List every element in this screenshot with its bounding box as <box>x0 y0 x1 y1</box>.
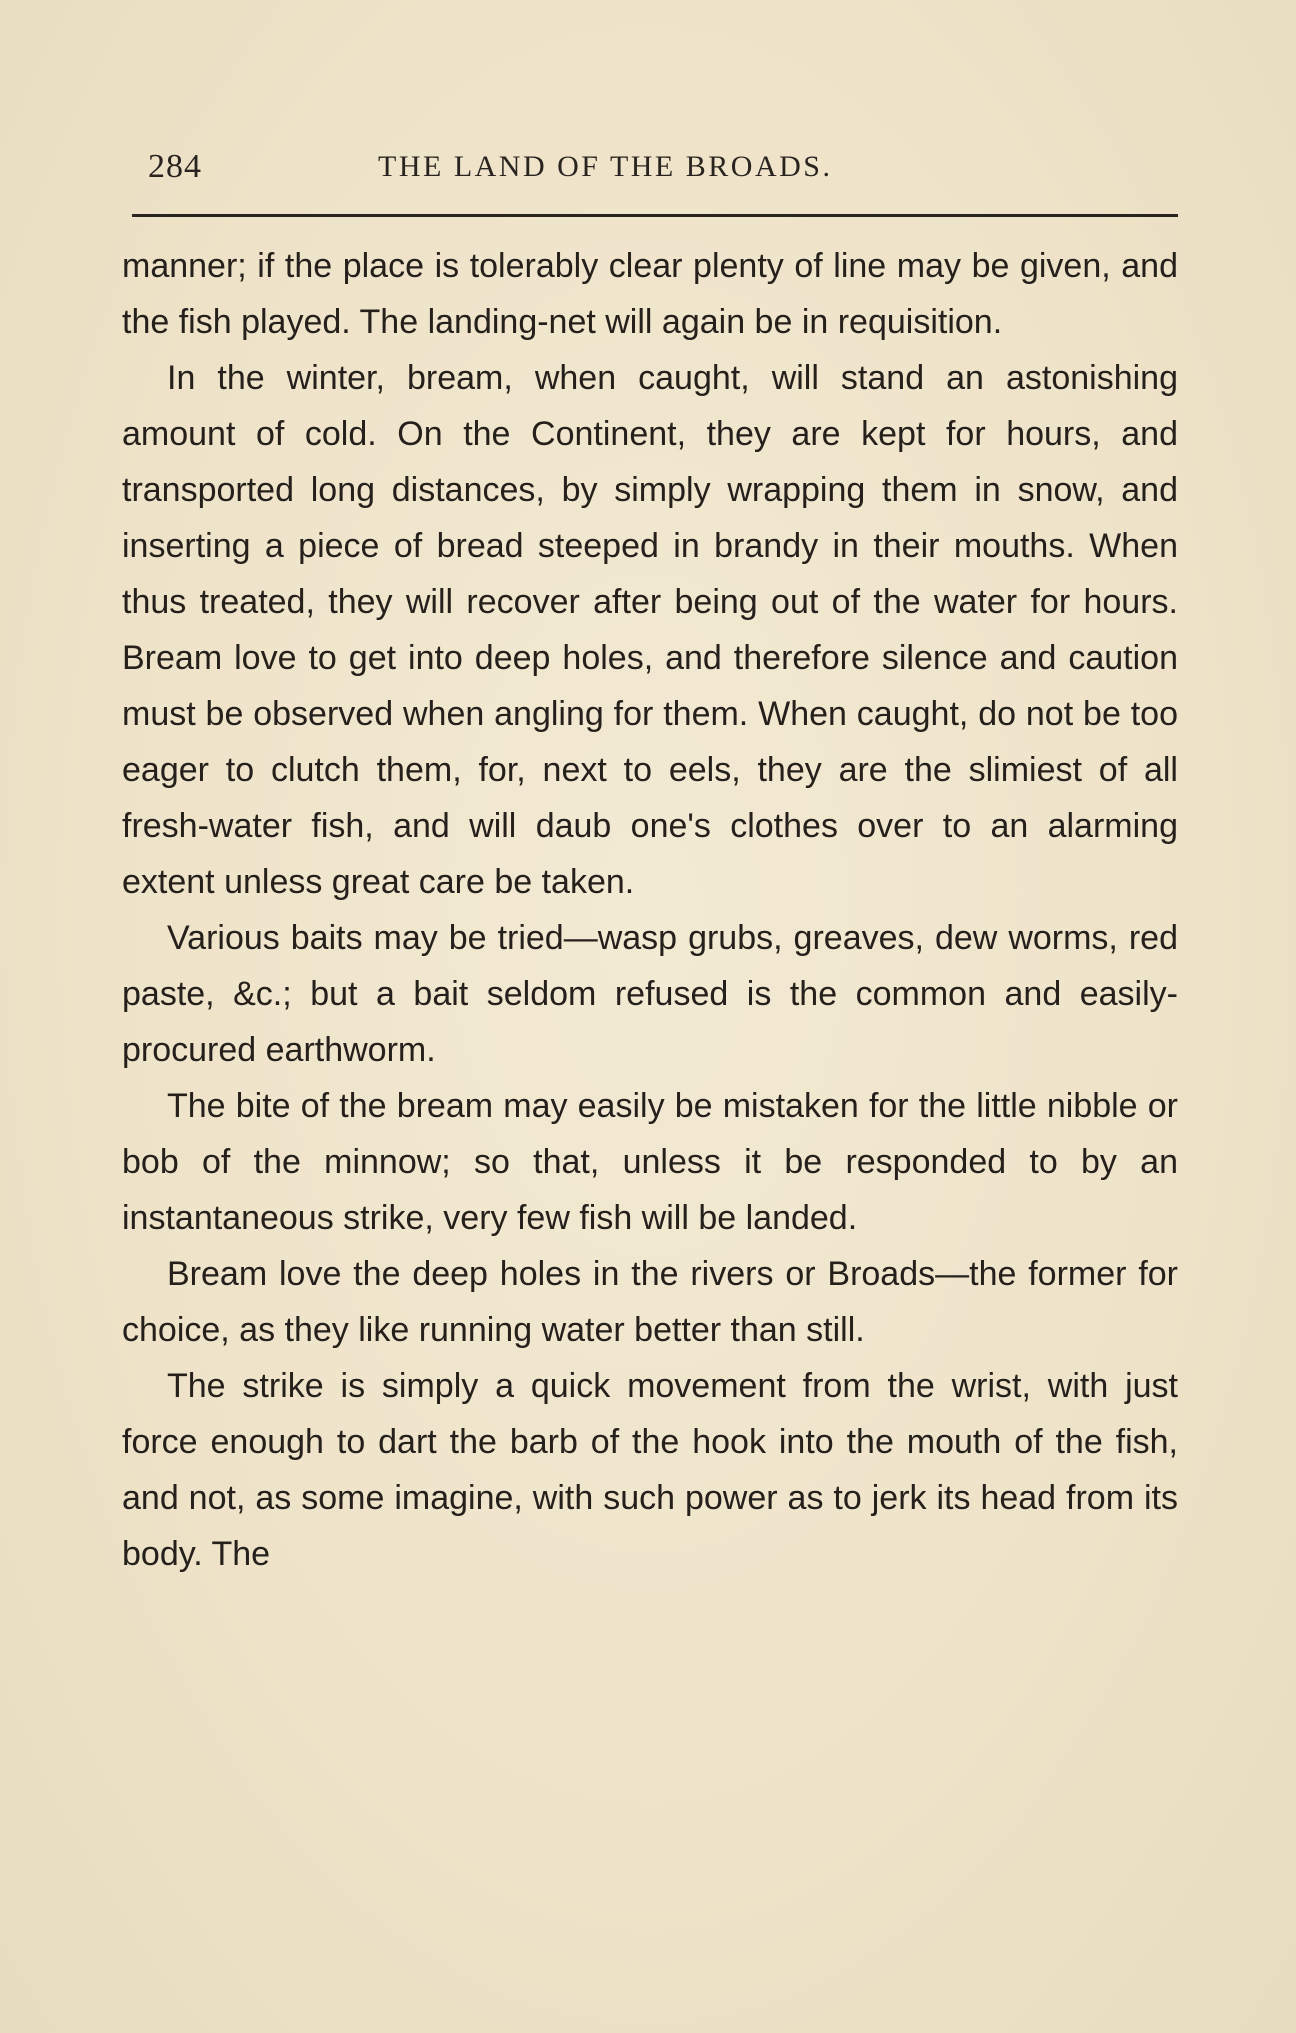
paragraph: The strike is simply a quick movement from the wrist, with just force enough to dart the barb of the hook into the mouth of the fish, and not, as some imagine, with such power as to jerk its head from its body. The <box>122 1367 1178 1573</box>
paragraph: The bite of the bream may easily be mistaken for the little nibble or bob of the minnow; so that, unless it be responded to by an instantaneous strike, very few fish will be landed. <box>122 1087 1178 1237</box>
running-title: THE LAND OF THE BROADS. <box>378 150 833 183</box>
page-number: 284 <box>148 148 202 185</box>
paragraph-continued: manner; if the place is tolerably clear plenty of line may be given, and the fish played. The landing-net will again be in requisition. <box>122 247 1178 341</box>
body-text <box>122 238 1178 1582</box>
paragraph: Various baits may be tried—wasp grubs, greaves, dew worms, red paste, &c.; but a bait seldom refused is the common and easily-procured earthworm. <box>122 919 1178 1069</box>
header-rule <box>132 214 1178 217</box>
running-head <box>148 148 1178 198</box>
paragraph: Bream love the deep holes in the rivers or Broads—the former for choice, as they like running water better than still. <box>122 1255 1178 1349</box>
paragraph: In the winter, bream, when caught, will stand an astonishing amount of cold. On the Continent, they are kept for hours, and transported long distances, by simply wrapping them in snow, and inserting a piece of bread steeped in brandy in their mouths. When thus treated, they will recover after being out of the water for hours. Bream love to get into deep holes, and therefore silence and caution must be observed when angling for them. When caught, do not be too eager to clutch them, for, next to eels, they are the slimiest of all fresh-water fish, and will daub one's clothes over to an alarming extent unless great care be taken. <box>122 359 1178 901</box>
